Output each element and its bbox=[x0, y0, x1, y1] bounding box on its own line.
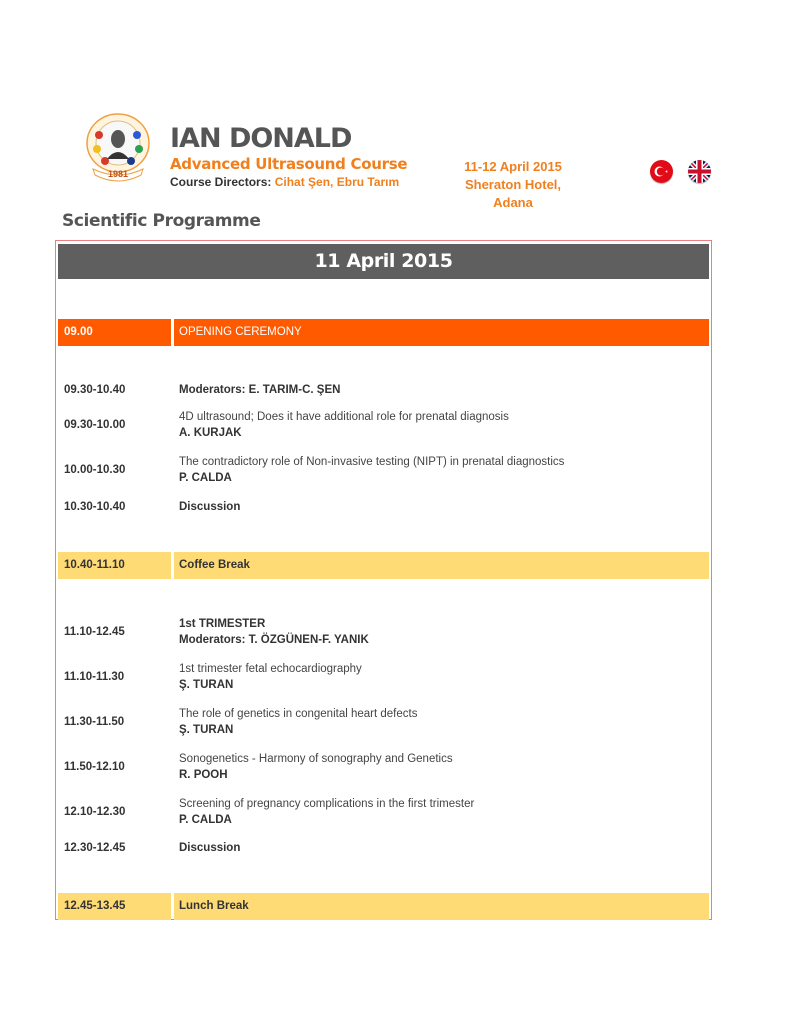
row-time: 11.30-11.50 bbox=[64, 716, 125, 728]
section-title: Scientific Programme bbox=[62, 211, 261, 231]
course-title: IAN DONALD bbox=[170, 123, 352, 154]
row-time: 09.30-10.40 bbox=[64, 384, 126, 396]
turkey-flag-icon[interactable] bbox=[650, 160, 673, 183]
row-time: 12.10-12.30 bbox=[64, 806, 126, 818]
row-title: Coffee Break bbox=[179, 559, 250, 571]
row-time: 12.45-13.45 bbox=[64, 900, 126, 912]
row-time: 10.40-11.10 bbox=[64, 559, 125, 571]
row-time: 10.30-10.40 bbox=[64, 501, 126, 513]
row-time: 11.10-11.30 bbox=[64, 671, 125, 683]
day-header: 11 April 2015 bbox=[58, 244, 709, 279]
opening-ceremony-row bbox=[58, 319, 709, 346]
event-venue: Sheraton Hotel, Adana bbox=[464, 177, 562, 210]
course-logo bbox=[85, 113, 151, 187]
course-brand bbox=[170, 124, 407, 190]
moderators: Moderators: E. TARIM-C. ŞEN bbox=[179, 384, 341, 396]
talk-speaker: P. CALDA bbox=[179, 814, 232, 826]
lunch-break-row bbox=[58, 893, 709, 920]
talk-title: The role of genetics in congenital heart defects bbox=[179, 708, 418, 720]
discussion-label: Discussion bbox=[179, 501, 241, 513]
talk-title: Sonogenetics - Harmony of sonography and Genetics bbox=[179, 753, 453, 765]
event-dates: 11-12 April 2015 bbox=[464, 159, 562, 174]
course-directors bbox=[170, 174, 407, 190]
talk-title: The contradictory role of Non-invasive testing (NIPT) in prenatal diagnostics bbox=[179, 456, 565, 468]
talk-speaker: A. KURJAK bbox=[179, 427, 242, 439]
moderators: Moderators: T. ÖZGÜNEN-F. YANIK bbox=[179, 634, 369, 646]
row-title: Lunch Break bbox=[179, 900, 249, 912]
event-info bbox=[450, 158, 576, 212]
row-time: 09.30-10.00 bbox=[64, 419, 126, 431]
directors-label: Course Directors: bbox=[170, 175, 272, 189]
logo-year: 1981 bbox=[107, 169, 129, 179]
talk-title: Screening of pregnancy complications in the first trimester bbox=[179, 798, 475, 810]
talk-title: 4D ultrasound; Does it have additional role for prenatal diagnosis bbox=[179, 411, 509, 423]
uk-flag-icon[interactable] bbox=[688, 160, 711, 183]
course-subtitle: Advanced Ultrasound Course bbox=[170, 155, 408, 173]
row-time: 10.00-10.30 bbox=[64, 464, 126, 476]
session-title: 1st TRIMESTER bbox=[179, 618, 266, 630]
discussion-label: Discussion bbox=[179, 842, 241, 854]
talk-title: 1st trimester fetal echocardiography bbox=[179, 663, 362, 675]
talk-speaker: Ş. TURAN bbox=[179, 724, 234, 736]
directors-names: Cihat Şen, Ebru Tarım bbox=[274, 175, 400, 189]
talk-speaker: Ş. TURAN bbox=[179, 679, 234, 691]
row-time: 12.30-12.45 bbox=[64, 842, 126, 854]
coffee-break-row bbox=[58, 552, 709, 579]
talk-speaker: R. POOH bbox=[179, 769, 228, 781]
programme-table bbox=[55, 240, 712, 920]
row-title: OPENING CEREMONY bbox=[179, 326, 302, 338]
talk-speaker: P. CALDA bbox=[179, 472, 232, 484]
row-time: 11.50-12.10 bbox=[64, 761, 125, 773]
row-time: 11.10-12.45 bbox=[64, 626, 125, 638]
row-time: 09.00 bbox=[64, 326, 93, 338]
